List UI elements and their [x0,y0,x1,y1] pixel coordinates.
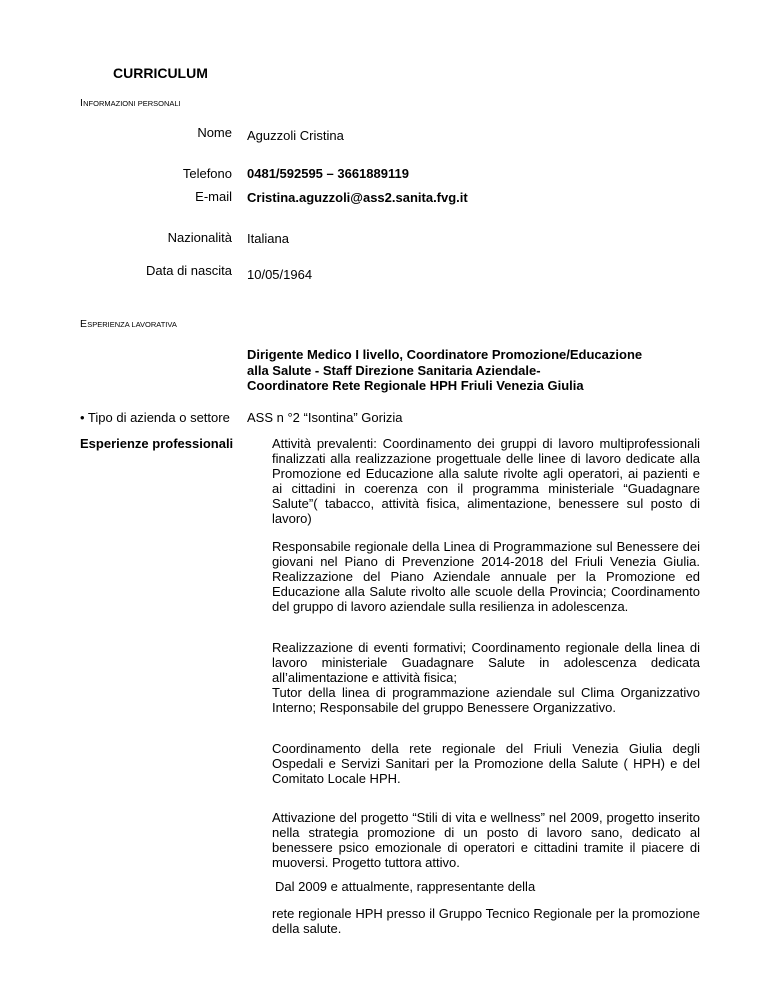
experience-paragraph [275,879,703,894]
job-role [247,347,642,394]
name-value: Aguzzoli Cristina [247,128,344,143]
nationality-value: Italiana [247,231,289,246]
paragraph-text: rete regionale HPH presso il Gruppo Tecnico Regionale per la promozione della salute. [272,906,700,936]
paragraph-text: Tutor della linea di programmazione aziendale sul Clima Organizzativo Interno; Responsabile del gruppo Benessere Organizzativo. [272,685,700,715]
experience-paragraph [272,810,700,870]
email-label: E-mail [195,189,232,204]
experience-paragraph [272,539,700,614]
birth-date-value: 10/05/1964 [247,267,313,282]
paragraph-text: Attivazione del progetto “Stili di vita e wellness” nel 2009, progetto inserito nella strategia promozione di un posto di lavoro sano, dedicato al benessere psico emozionale di operatori e cittadini tramite il piacere di muoversi. Progetto tuttora attivo. [272,810,700,870]
section-work-experience [80,318,177,330]
nationality-label: Nazionalità [167,230,232,245]
paragraph-text: Attività prevalenti: Coordinamento dei gruppi di lavoro multiprofessionali finalizzati alla realizzazione progettuale delle linee di lavoro dedicate alla Promozione ed Educazione alla salute rivolte agli operatori, ai pazienti e ai cittadini in coerenza con il programma ministeriale “Guadagnare Salute”( tabacco, attività fisica, alimentazione, benessere sul posto di lavoro) [272,436,700,526]
phone-label: Telefono [182,166,232,181]
paragraph-text: Coordinamento della rete regionale del Friuli Venezia Giulia degli Ospedali e Servizi Sanitari per la Promozione della Salute ( HPH) e del Comitato Locale HPH. [272,741,700,786]
section-personal-info [80,97,181,109]
section-rest: SPERIENZA LAVORATIVA [87,320,177,329]
experience-paragraph [272,640,700,715]
job-role-line: Dirigente Medico I livello, Coordinatore Promozione/Educazione [247,347,643,362]
email-value: Cristina.aguzzoli@ass2.sanita.fvg.it [247,190,468,205]
company-value: ASS n °2 “Isontina” Gorizia [247,410,403,425]
professional-experience-label: Esperienze professionali [80,436,234,451]
paragraph-text: Realizzazione di eventi formativi; Coordinamento regionale della linea di lavoro ministeriale Guadagnare Salute in adolescenza dedicata all’alimentazione e attività fisica; [272,640,700,685]
section-initial: I [80,97,84,109]
section-rest: NFORMAZIONI PERSONALI [83,99,181,108]
name-label: Nome [197,125,232,140]
job-role-line: alla Salute - Staff Direzione Sanitaria Aziendale- [247,362,541,378]
job-role-line: Coordinatore Rete Regionale HPH Friuli Venezia Giulia [247,378,584,393]
page-title: CURRICULUM [113,65,208,81]
experience-paragraph [272,741,700,786]
phone-value: 0481/592595 – 3661889119 [247,166,409,181]
experience-paragraph [272,906,700,936]
section-initial: E [80,318,88,330]
paragraph-text: Dal 2009 e attualmente, rappresentante della [275,879,536,894]
paragraph-text: Responsabile regionale della Linea di Programmazione sul Benessere dei giovani nel Piano di Prevenzione 2014-2018 del Friuli Venezia Giulia. Realizzazione del Piano Aziendale annuale per la Promozione ed Educazione alla Salute rivolto alle scuole della Provincia; Coordinamento del gruppo di lavoro aziendale sulla resilienza in adolescenza. [272,539,700,614]
experience-paragraph [272,436,700,526]
birth-date-label: Data di nascita [146,263,232,278]
company-type-label: • Tipo di azienda o settore [80,410,230,425]
